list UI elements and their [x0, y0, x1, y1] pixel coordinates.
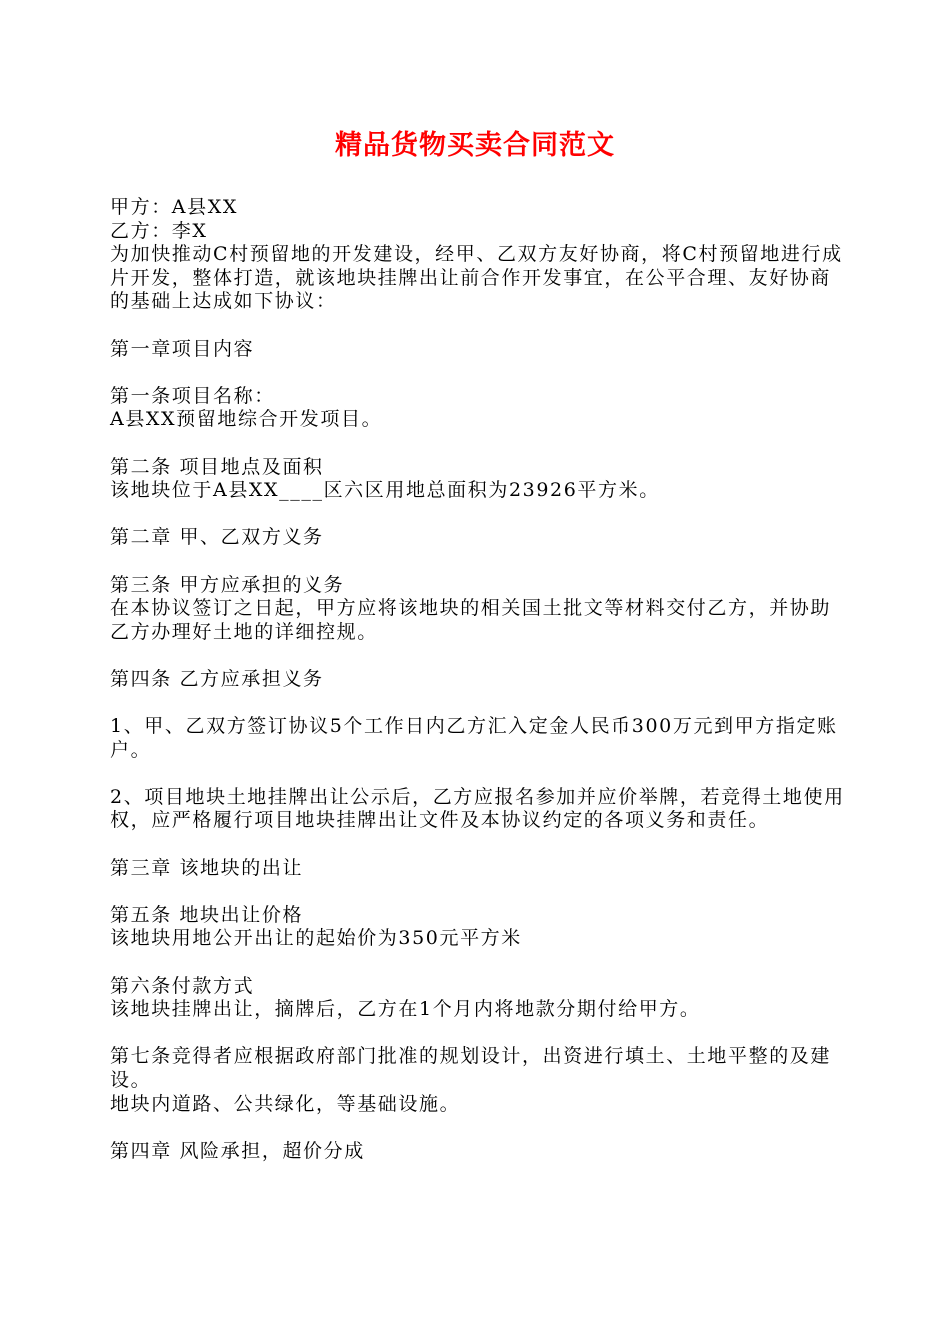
- party-a-line: 甲方：A县XX: [110, 196, 238, 218]
- article-2-heading: 第二条 项目地点及面积: [110, 455, 324, 478]
- document-body: [110, 196, 845, 1163]
- article-5-body: 该地块用地公开出让的起始价为350元平方米: [110, 927, 522, 950]
- chapter-4-heading: 第四章 风险承担，超价分成: [110, 1139, 365, 1162]
- party-b-line: 乙方：李X: [110, 219, 208, 242]
- document-title: 精品货物买卖合同范文: [335, 130, 615, 161]
- article-4-item-1: 1、甲、乙双方签订协议5个工作日内乙方汇入定金人民币300万元到甲方指定账户。: [110, 715, 838, 761]
- article-2-body: 该地块位于A县XX____区六区用地总面积为23926平方米。: [110, 479, 660, 502]
- intro-paragraph: 为加快推动C村预留地的开发建设，经甲、乙双方友好协商，将C村预留地进行成片开发，整体打造，就该地块挂牌出让前合作开发事宜，在公平合理、友好协商的基础上达成如下协议：: [110, 243, 843, 313]
- article-4-heading: 第四条 乙方应承担义务: [110, 667, 324, 690]
- article-1-heading: 第一条项目名称：: [110, 384, 275, 407]
- article-3-heading: 第三条 甲方应承担的义务: [110, 573, 345, 596]
- chapter-1-heading: 第一章项目内容: [110, 337, 255, 360]
- article-5-heading: 第五条 地块出让价格: [110, 903, 304, 926]
- article-1-body: A县XX预留地综合开发项目。: [110, 408, 383, 431]
- article-6-body: 该地块挂牌出让，摘牌后，乙方在1个月内将地款分期付给甲方。: [110, 998, 701, 1021]
- article-3-body: 在本协议签订之日起，甲方应将该地块的相关国土批文等材料交付乙方，并协助乙方办理好土地的详细控规。: [110, 597, 832, 643]
- article-7-body: 第七条竞得者应根据政府部门批准的规划设计，出资进行填土、土地平整的及建设。: [110, 1045, 832, 1091]
- article-7-extra: 地块内道路、公共绿化，等基础设施。: [110, 1092, 461, 1115]
- article-6-heading: 第六条付款方式: [110, 974, 255, 997]
- article-4-item-2: 2、项目地块土地挂牌出让公示后，乙方应报名参加并应价举牌，若竞得土地使用权，应严格履行项目地块挂牌出让文件及本协议约定的各项义务和责任。: [110, 785, 845, 832]
- chapter-2-heading: 第二章 甲、乙双方义务: [110, 526, 324, 549]
- chapter-3-heading: 第三章 该地块的出让: [110, 856, 304, 879]
